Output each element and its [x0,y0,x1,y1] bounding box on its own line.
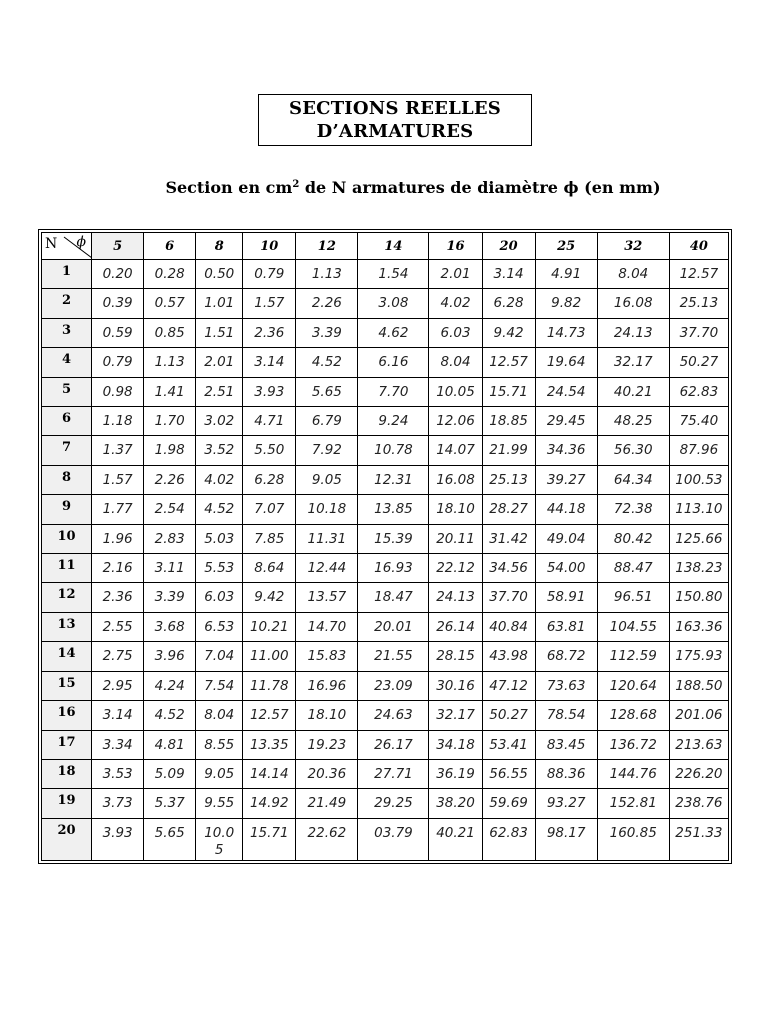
table-cell: 5.03 [196,524,243,553]
table-cell: 1.41 [144,377,196,406]
row-header: 5 [42,377,92,406]
table-cell: 144.76 [597,759,669,788]
table-cell: 10.18 [296,495,358,524]
table-row [42,289,729,318]
table-body [42,260,729,861]
table-cell: 3.11 [144,554,196,583]
table-cell: 0.79 [92,348,144,377]
table-cell: 9.55 [196,789,243,818]
table-cell: 0.79 [243,260,296,289]
table-cell: 6.16 [358,348,429,377]
table-row [42,318,729,347]
table-cell: 2.26 [296,289,358,318]
table-cell: 48.25 [597,407,669,436]
table-cell: 16.08 [429,465,482,494]
table-cell: 16.93 [358,554,429,583]
row-header: 3 [42,318,92,347]
table-cell: 34.56 [482,554,535,583]
table-cell: 9.82 [535,289,597,318]
table-cell: 6.03 [429,318,482,347]
table-cell: 39.27 [535,465,597,494]
table-cell: 56.30 [597,436,669,465]
table-cell: 2.75 [92,642,144,671]
table-cell: 125.66 [669,524,728,553]
table-cell: 50.27 [482,701,535,730]
row-header: 19 [42,789,92,818]
table-cell: 23.09 [358,671,429,700]
table-cell: 2.95 [92,671,144,700]
table-cell: 3.96 [144,642,196,671]
table-cell: 14.92 [243,789,296,818]
table-cell: 19.64 [535,348,597,377]
table-cell: 6.53 [196,612,243,641]
subtitle-superscript: 2 [292,179,300,190]
table-row [42,436,729,465]
table-cell: 136.72 [597,730,669,759]
table-cell: 6.03 [196,583,243,612]
table-cell: 18.10 [296,701,358,730]
table-cell: 31.42 [482,524,535,553]
table-cell: 2.55 [92,612,144,641]
column-header: 12 [296,233,358,260]
table-cell: 1.13 [144,348,196,377]
table-cell: 25.13 [482,465,535,494]
table-cell: 0.98 [92,377,144,406]
table-cell: 12.06 [429,407,482,436]
table-cell: 8.04 [429,348,482,377]
table-cell: 7.54 [196,671,243,700]
table-cell: 7.07 [243,495,296,524]
table-cell: 1.54 [358,260,429,289]
table-cell: 20.01 [358,612,429,641]
table-cell: 40.84 [482,612,535,641]
table-row [42,377,729,406]
table-cell: 7.04 [196,642,243,671]
row-header: 20 [42,818,92,860]
table-cell: 14.07 [429,436,482,465]
row-header: 17 [42,730,92,759]
row-header: 9 [42,495,92,524]
table-cell: 1.57 [92,465,144,494]
table-cell: 3.93 [243,377,296,406]
table-cell: 7.92 [296,436,358,465]
table-cell: 0.39 [92,289,144,318]
column-header: 16 [429,233,482,260]
title-box [258,94,532,146]
row-header: 11 [42,554,92,583]
table-row [42,465,729,494]
table-cell: 5.50 [243,436,296,465]
table-cell: 12.44 [296,554,358,583]
table-cell: 68.72 [535,642,597,671]
table-cell: 28.27 [482,495,535,524]
table-cell: 59.69 [482,789,535,818]
table-cell: 32.17 [429,701,482,730]
table-cell: 7.85 [243,524,296,553]
row-header: 18 [42,759,92,788]
column-header: 32 [597,233,669,260]
table-row [42,612,729,641]
table-cell: 22.62 [296,818,358,860]
table-row [42,524,729,553]
table-cell: 3.39 [296,318,358,347]
table-cell: 12.31 [358,465,429,494]
table-cell: 150.80 [669,583,728,612]
row-header: 8 [42,465,92,494]
table-cell: 0.28 [144,260,196,289]
table-cell: 18.85 [482,407,535,436]
column-header: 40 [669,233,728,260]
column-header: 6 [144,233,196,260]
table-cell: 21.55 [358,642,429,671]
title-line-1: SECTIONS REELLES [289,98,501,119]
table-cell: 9.24 [358,407,429,436]
table-cell: 1.13 [296,260,358,289]
table-cell: 21.49 [296,789,358,818]
table-cell: 24.54 [535,377,597,406]
table-cell: 20.11 [429,524,482,553]
table-cell: 113.10 [669,495,728,524]
row-header: 12 [42,583,92,612]
table-cell: 43.98 [482,642,535,671]
table-cell: 2.36 [92,583,144,612]
table-cell: 120.64 [597,671,669,700]
table-cell: 5.09 [144,759,196,788]
table-cell: 9.05 [196,759,243,788]
table-cell: 75.40 [669,407,728,436]
table-cell: 3.14 [482,260,535,289]
table-cell: 2.01 [429,260,482,289]
subtitle-text: Section en cm [165,178,293,197]
row-header: 4 [42,348,92,377]
table-cell: 12.57 [243,701,296,730]
table-cell: 49.04 [535,524,597,553]
table-cell: 100.53 [669,465,728,494]
table-cell: 0.57 [144,289,196,318]
table-cell: 40.21 [597,377,669,406]
table-cell: 37.70 [669,318,728,347]
table-cell: 18.47 [358,583,429,612]
table-cell: 112.59 [597,642,669,671]
subtitle-text-rest: de N armatures de diamètre ϕ (en mm) [299,178,661,197]
column-header: 20 [482,233,535,260]
table-cell: 128.68 [597,701,669,730]
table-row [42,348,729,377]
table-cell: 5.53 [196,554,243,583]
table-cell: 160.85 [597,818,669,860]
table-cell: 24.63 [358,701,429,730]
corner-header-cell [42,233,92,260]
table-cell: 26.17 [358,730,429,759]
table-cell: 9.42 [482,318,535,347]
column-header: 25 [535,233,597,260]
table-cell: 15.71 [482,377,535,406]
table-cell: 19.23 [296,730,358,759]
table-cell: 1.96 [92,524,144,553]
table-row [42,789,729,818]
table-cell: 62.83 [669,377,728,406]
table-cell: 1.70 [144,407,196,436]
table-cell: 34.18 [429,730,482,759]
table-cell: 13.85 [358,495,429,524]
table-cell: 54.00 [535,554,597,583]
table-cell: 9.05 [296,465,358,494]
table-cell: 38.20 [429,789,482,818]
table-cell: 1.57 [243,289,296,318]
table-cell: 1.51 [196,318,243,347]
table-cell: 8.04 [196,701,243,730]
table-cell: 14.70 [296,612,358,641]
row-header: 7 [42,436,92,465]
table-cell: 88.36 [535,759,597,788]
table-cell: 0.20 [92,260,144,289]
table-cell: 96.51 [597,583,669,612]
table-cell: 3.14 [243,348,296,377]
table-cell: 2.51 [196,377,243,406]
table-cell: 2.01 [196,348,243,377]
table-cell: 72.38 [597,495,669,524]
table-cell: 5.37 [144,789,196,818]
table-cell: 22.12 [429,554,482,583]
table-cell: 251.33 [669,818,728,860]
table-cell: 104.55 [597,612,669,641]
table-cell: 93.27 [535,789,597,818]
table-cell: 201.06 [669,701,728,730]
table-cell: 3.08 [358,289,429,318]
table-cell: 7.70 [358,377,429,406]
table-cell: 20.36 [296,759,358,788]
table-cell: 47.12 [482,671,535,700]
table-cell: 226.20 [669,759,728,788]
table-cell: 56.55 [482,759,535,788]
table-cell: 27.71 [358,759,429,788]
table-cell: 3.93 [92,818,144,860]
table-cell: 64.34 [597,465,669,494]
table-cell: 88.47 [597,554,669,583]
table-cell: 13.35 [243,730,296,759]
table-cell: 4.62 [358,318,429,347]
table-cell: 3.02 [196,407,243,436]
table-cell: 0.50 [196,260,243,289]
table-row [42,671,729,700]
table-cell: 78.54 [535,701,597,730]
table-cell: 30.16 [429,671,482,700]
table-cell: 29.25 [358,789,429,818]
table-cell: 4.81 [144,730,196,759]
table-cell: 10.21 [243,612,296,641]
table-cell: 16.96 [296,671,358,700]
table-row [42,818,729,860]
table-cell: 87.96 [669,436,728,465]
row-header: 1 [42,260,92,289]
table-cell: 11.31 [296,524,358,553]
table-cell: 10.05 [429,377,482,406]
row-header: 2 [42,289,92,318]
table-cell: 34.36 [535,436,597,465]
table-cell: 5.65 [296,377,358,406]
row-header: 6 [42,407,92,436]
table-cell: 15.83 [296,642,358,671]
table-row [42,701,729,730]
table-cell: 138.23 [669,554,728,583]
table-cell: 4.91 [535,260,597,289]
table-cell: 1.77 [92,495,144,524]
table-cell: 8.64 [243,554,296,583]
table-cell: 26.14 [429,612,482,641]
table-cell: 4.71 [243,407,296,436]
table-cell: 2.36 [243,318,296,347]
table-cell: 24.13 [429,583,482,612]
row-header: 15 [42,671,92,700]
table-cell: 2.83 [144,524,196,553]
table-cell: 8.04 [597,260,669,289]
table-cell: 16.08 [597,289,669,318]
corner-phi-label: ϕ [76,234,87,250]
table-cell: 4.52 [296,348,358,377]
table-row [42,759,729,788]
row-header: 16 [42,701,92,730]
table-cell: 3.53 [92,759,144,788]
row-header: 10 [42,524,92,553]
table-cell: 28.15 [429,642,482,671]
table-cell: 9.42 [243,583,296,612]
table-cell: 213.63 [669,730,728,759]
table-cell: 32.17 [597,348,669,377]
table-row [42,554,729,583]
table-row [42,407,729,436]
table-cell: 11.78 [243,671,296,700]
table-row [42,495,729,524]
rebar-section-table [41,232,729,861]
row-header: 13 [42,612,92,641]
table-cell: 4.24 [144,671,196,700]
column-header: 14 [358,233,429,260]
table-cell: 3.14 [92,701,144,730]
table-cell: 24.13 [597,318,669,347]
table-cell: 2.54 [144,495,196,524]
table-cell: 15.71 [243,818,296,860]
table-cell: 238.76 [669,789,728,818]
table-cell: 12.57 [482,348,535,377]
table-cell: 163.36 [669,612,728,641]
table-cell: 11.00 [243,642,296,671]
table-cell: 25.13 [669,289,728,318]
table-cell: 21.99 [482,436,535,465]
table-cell: 10.78 [358,436,429,465]
table-cell: 3.52 [196,436,243,465]
table-cell: 3.39 [144,583,196,612]
table-cell: 12.57 [669,260,728,289]
table-cell: 175.93 [669,642,728,671]
table-cell: 1.37 [92,436,144,465]
table-cell: 0.59 [92,318,144,347]
header-row [42,233,729,260]
table-cell: 10.05 [196,818,243,860]
table-cell: 53.41 [482,730,535,759]
table-cell: 152.81 [597,789,669,818]
table-cell: 1.98 [144,436,196,465]
table-cell: 62.83 [482,818,535,860]
table-cell: 8.55 [196,730,243,759]
table-subtitle [0,178,768,197]
table-cell: 2.26 [144,465,196,494]
column-header: 8 [196,233,243,260]
table-cell: 14.14 [243,759,296,788]
table-cell: 6.28 [243,465,296,494]
table-cell: 5.65 [144,818,196,860]
table-cell: 0.85 [144,318,196,347]
table-cell: 73.63 [535,671,597,700]
table-cell: 98.17 [535,818,597,860]
table-cell: 1.18 [92,407,144,436]
table-cell: 2.16 [92,554,144,583]
table-cell: 4.02 [429,289,482,318]
title-line-2: D’ARMATURES [316,121,474,142]
table-cell: 3.34 [92,730,144,759]
corner-n-label: N [45,236,58,252]
table-row [42,730,729,759]
column-header: 10 [243,233,296,260]
row-header: 14 [42,642,92,671]
table-cell: 1.01 [196,289,243,318]
table-cell: 37.70 [482,583,535,612]
table-cell: 18.10 [429,495,482,524]
table-cell: 03.79 [358,818,429,860]
table-cell: 58.91 [535,583,597,612]
table-cell: 188.50 [669,671,728,700]
table-cell: 15.39 [358,524,429,553]
table-cell: 29.45 [535,407,597,436]
table-cell: 50.27 [669,348,728,377]
table-cell: 6.28 [482,289,535,318]
table-row [42,260,729,289]
table-cell: 40.21 [429,818,482,860]
table-cell: 4.52 [196,495,243,524]
table-cell: 80.42 [597,524,669,553]
column-header: 5 [92,233,144,260]
table-cell: 3.73 [92,789,144,818]
table-cell: 83.45 [535,730,597,759]
table-cell: 36.19 [429,759,482,788]
table-cell: 44.18 [535,495,597,524]
table-cell: 6.79 [296,407,358,436]
table-cell: 4.52 [144,701,196,730]
table-row [42,583,729,612]
table-cell: 4.02 [196,465,243,494]
rebar-table-frame [38,229,732,864]
table-cell: 3.68 [144,612,196,641]
table-cell: 14.73 [535,318,597,347]
table-cell: 13.57 [296,583,358,612]
table-row [42,642,729,671]
table-cell: 63.81 [535,612,597,641]
